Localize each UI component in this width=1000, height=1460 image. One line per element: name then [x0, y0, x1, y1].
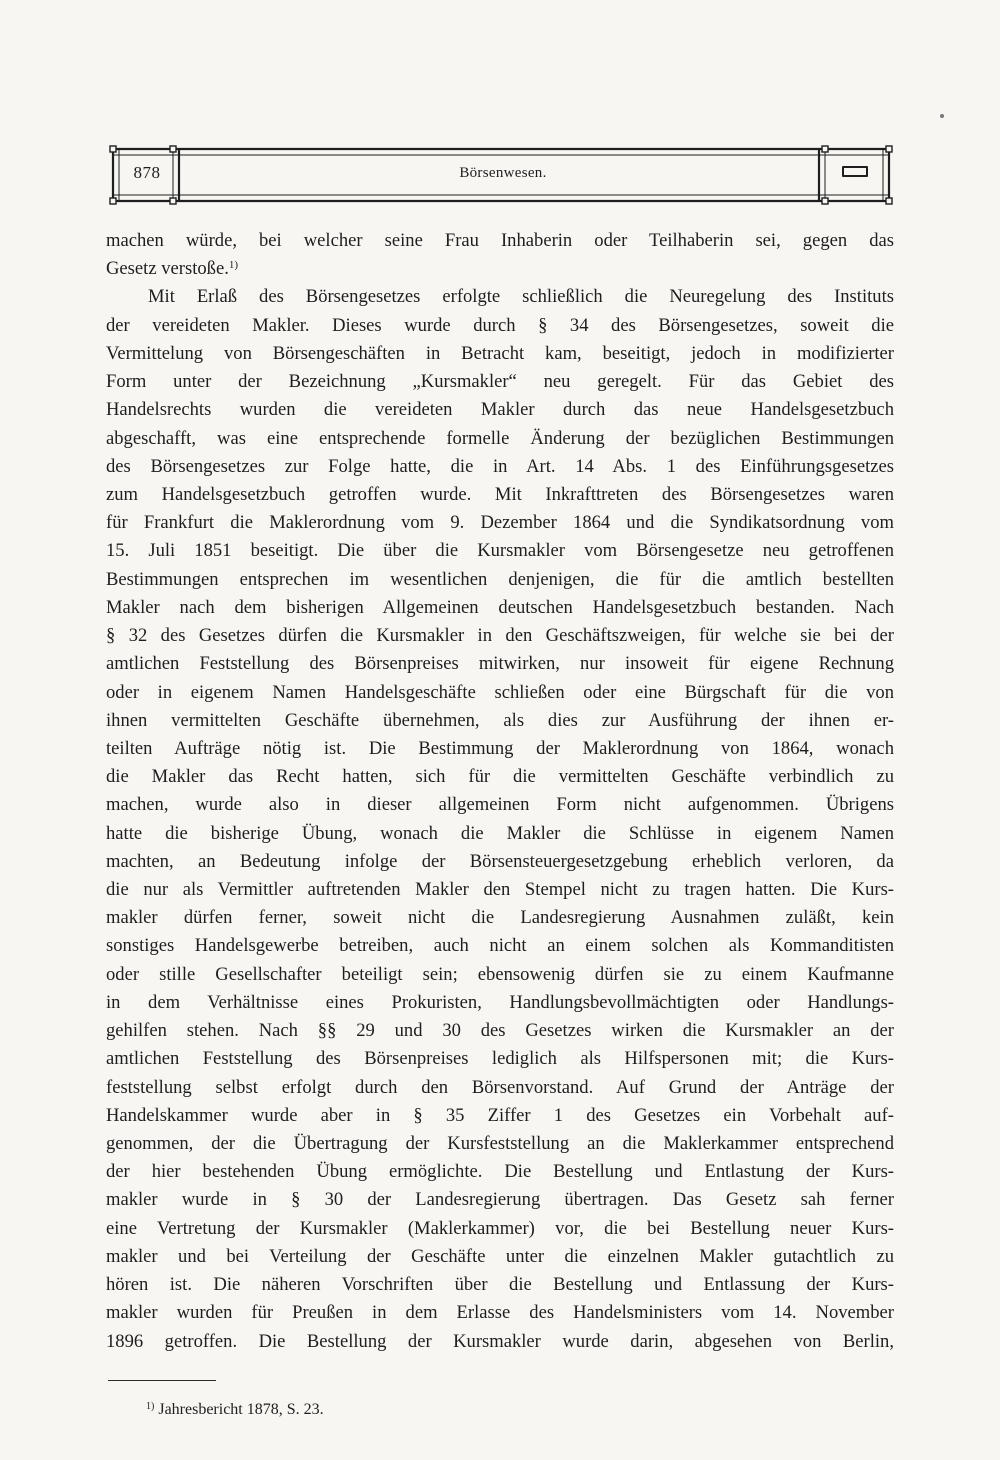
- text-line: ihnen vermittelten Geschäfte übernehmen, als dies zur Ausführung der ihnen er-: [106, 709, 894, 731]
- page-number: 878: [133, 163, 161, 182]
- text-line: Form unter der Bezeichnung „Kursmakler“ neu geregelt. Für das Gebiet des: [106, 371, 894, 393]
- text-line: zum Handelsgesetzbuch getroffen wurde. Mit Inkrafttreten des Börsengesetzes waren: [106, 483, 894, 505]
- text-line: eine Vertretung der Kursmakler (Maklerkammer) vor, die bei Bestellung neuer Kurs-: [106, 1217, 894, 1239]
- text-line: der vereideten Makler. Dieses wurde durch § 34 des Börsengesetzes, soweit die: [106, 314, 894, 336]
- text-line: für Frankfurt die Maklerordnung vom 9. Dezember 1864 und die Syndikatsordnung vom: [106, 512, 894, 534]
- footnote-marker: 1): [146, 1401, 155, 1412]
- running-header: [108, 144, 894, 206]
- text-line: machen würde, bei welcher seine Frau Inhaberin oder Teilhaberin sei, gegen das: [106, 230, 894, 251]
- text-line: makler dürfen ferner, soweit nicht die Landesregierung Ausnahmen zuläßt, kein: [106, 907, 894, 929]
- text-line: makler wurden für Preußen in dem Erlasse des Handelsministers vom 14. November: [106, 1302, 894, 1324]
- text-line: 1896 getroffen. Die Bestellung der Kursmakler wurde darin, abgesehen von Berlin,: [106, 1330, 894, 1352]
- text-line: Vermittelung von Börsengeschäften in Betracht kam, beseitigt, jedoch in modifizierter: [106, 342, 894, 364]
- text-line: des Börsengesetzes zur Folge hatte, die in Art. 14 Abs. 1 des Einführungsgesetzes: [106, 455, 894, 477]
- text-line: oder in eigenem Namen Handelsgeschäfte schließen oder eine Bürgschaft für die von: [106, 681, 894, 703]
- text-line: teilten Aufträge nötig ist. Die Bestimmung der Maklerordnung von 1864, wonach: [106, 737, 894, 759]
- text-line: der hier bestehenden Übung ermöglichte. Die Bestellung und Entlastung der Kurs-: [106, 1161, 894, 1183]
- text-line: machen, wurde also in dieser allgemeinen Form nicht aufgenommen. Übrigens: [106, 794, 894, 816]
- text-line: amtlichen Feststellung des Börsenpreises mitwirken, nur insoweit für eigene Rechnung: [106, 653, 894, 675]
- text-line: § 32 des Gesetzes dürfen die Kursmakler in den Geschäftszweigen, für welche sie bei der: [106, 625, 894, 647]
- text-line: die Makler das Recht hatten, sich für die vermittelten Geschäfte verbindlich zu: [106, 766, 894, 788]
- text-line: hören ist. Die näheren Vorschriften über die Bestellung und Entlassung der Kurs-: [106, 1274, 894, 1296]
- footnote: [146, 1401, 324, 1419]
- text-line: makler und bei Verteilung der Geschäfte unter die einzelnen Makler gutachtlich zu: [106, 1245, 894, 1267]
- text-line: die nur als Vermittler auftretenden Makler den Stempel nicht zu tragen hatten. Die Kurs-: [106, 879, 894, 901]
- text-line: amtlichen Feststellung des Börsenpreises lediglich als Hilfspersonen mit; die Kurs-: [106, 1048, 894, 1070]
- text-line: Bestimmungen entsprechen im wesentlichen denjenigen, die für die amtlich bestellten: [106, 568, 894, 590]
- footnote-text: Jahresbericht 1878, S. 23.: [158, 1401, 324, 1418]
- text-line: abgeschafft, was eine entsprechende formelle Änderung der bezüglichen Bestimmungen: [106, 427, 894, 449]
- text-line: Handelsrechts wurden die vereideten Makler durch das neue Handelsgesetzbuch: [106, 399, 894, 421]
- text-line-content: Gesetz verstoße.: [106, 258, 229, 280]
- text-line: [106, 255, 894, 283]
- paragraph-first-line: Mit Erlaß des Börsengesetzes erfolgte schließlich die Neuregelung des Instituts: [148, 286, 894, 308]
- footnote-separator: [108, 1380, 216, 1381]
- text-line: feststellung selbst erfolgt durch den Börsenvorstand. Auf Grund der Anträge der: [106, 1076, 894, 1098]
- header-ornament-box-icon: [842, 166, 868, 177]
- footnote-reference: 1): [228, 259, 239, 272]
- text-line: 15. Juli 1851 beseitigt. Die über die Kursmakler vom Börsengesetze neu getroffenen: [106, 540, 894, 562]
- text-line: genommen, der die Übertragung der Kursfeststellung an die Maklerkammer entsprechend: [106, 1133, 894, 1154]
- text-line: in dem Verhältnisse eines Prokuristen, Handlungsbevollmächtigten oder Handlungs-: [106, 991, 894, 1013]
- text-line: Makler nach dem bisherigen Allgemeinen deutschen Handelsgesetzbuch bestanden. Nach: [106, 596, 894, 618]
- text-line: hatte die bisherige Übung, wonach die Makler die Schlüsse in eigenem Namen: [106, 822, 894, 844]
- text-line: oder stille Gesellschafter beteiligt sein; ebensowenig dürfen sie zu einem Kaufmanne: [106, 963, 894, 985]
- running-title: Börsenwesen.: [459, 165, 547, 181]
- print-speck: [940, 114, 944, 118]
- text-line: sonstiges Handelsgewerbe betreiben, auch nicht an einem solchen als Kommanditisten: [106, 935, 894, 957]
- body-text: [106, 227, 894, 1356]
- text-line: makler wurde in § 30 der Landesregierung übertragen. Das Gesetz sah ferner: [106, 1189, 894, 1211]
- text-line: Handelskammer wurde aber in § 35 Ziffer 1 des Gesetzes ein Vorbehalt auf-: [106, 1104, 894, 1126]
- text-line: gehilfen stehen. Nach §§ 29 und 30 des Gesetzes wirken die Kursmakler an der: [106, 1020, 894, 1042]
- text-line: machten, an Bedeutung infolge der Börsensteuergesetzgebung erheblich verloren, da: [106, 850, 894, 872]
